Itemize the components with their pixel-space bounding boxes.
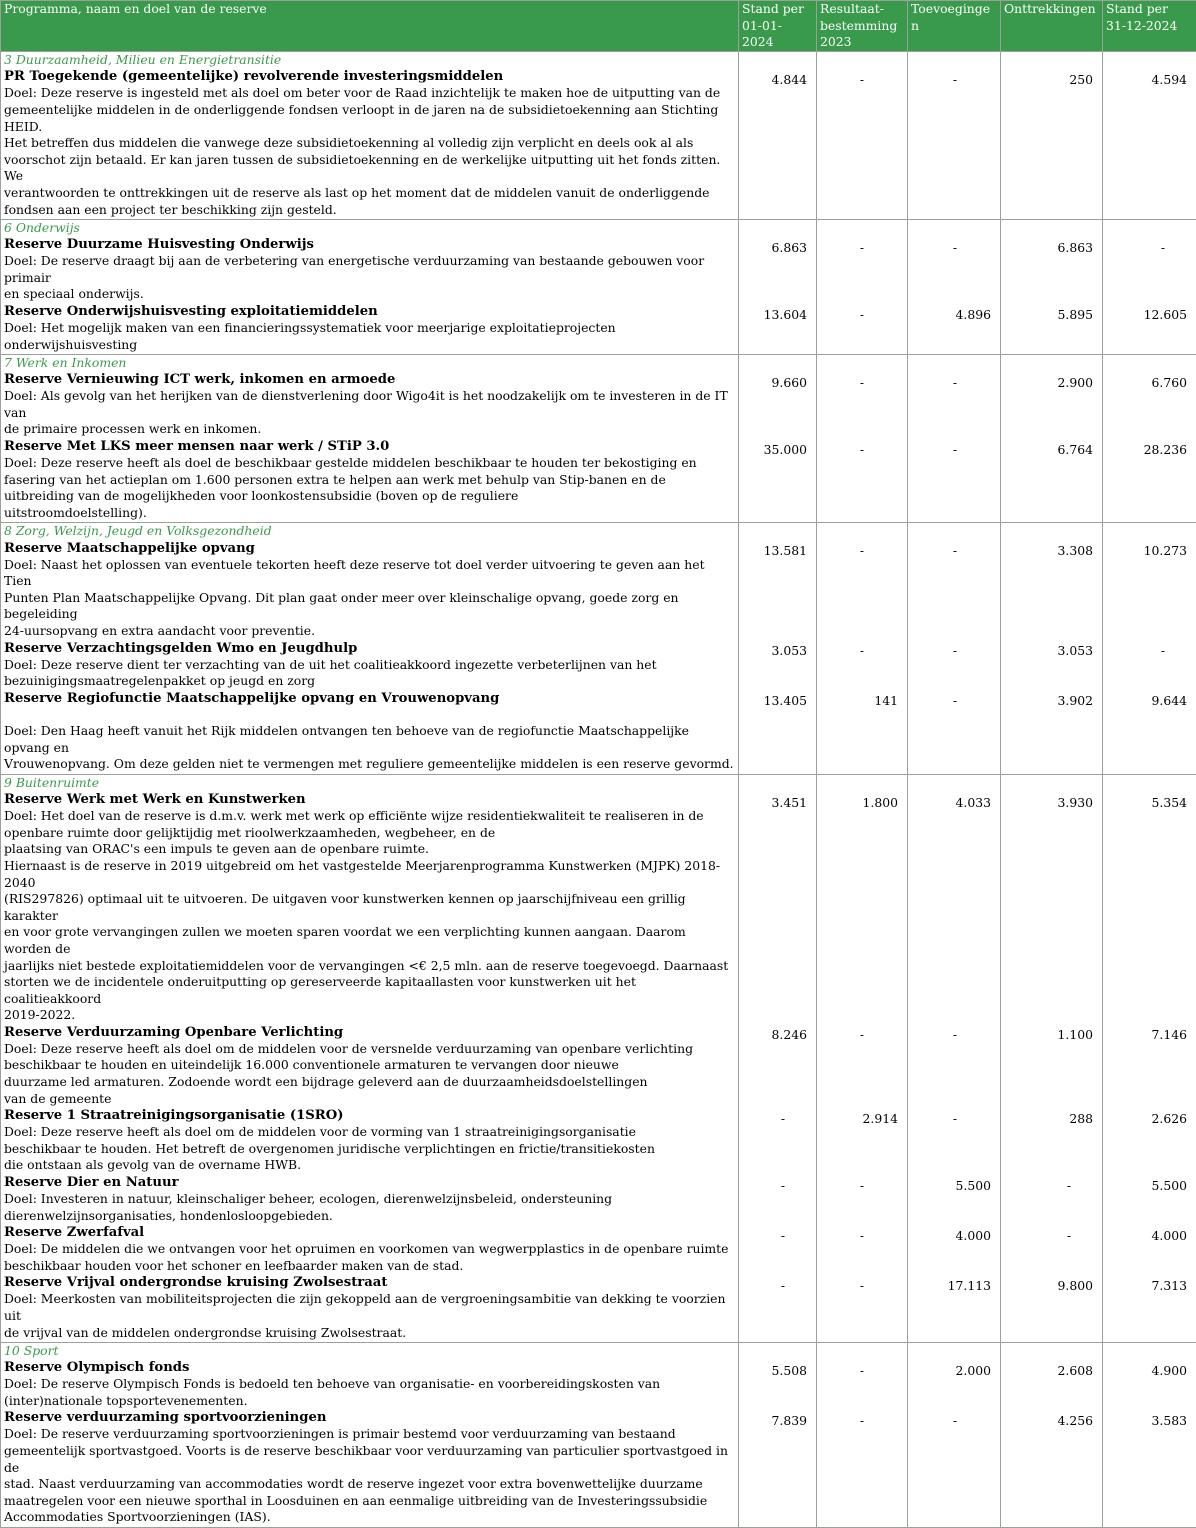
value-cell-stand-2024-start [739, 774, 817, 1342]
value-cell-toevoegingen [908, 774, 1001, 1342]
reserve-title: PR Toegekende (gemeentelijke) revolverende investeringsmiddelen [4, 68, 735, 85]
reserve-value: 3.053 [742, 643, 813, 690]
reserve-value: 9.644 [1106, 693, 1193, 773]
reserve-value: - [820, 1228, 904, 1275]
description-line: verantwoorden te onttrekkingen uit de reserve als last op het moment dat de middelen vanuit de onderliggende [4, 185, 735, 202]
reserve-title: Reserve Vrijval ondergrondse kruising Zwolsestraat [4, 1274, 735, 1291]
reserve-value: 3.930 [1004, 795, 1099, 1025]
program-heading: 9 Buitenruimte [4, 775, 735, 792]
reserve-description [4, 85, 735, 218]
value-cell-toevoegingen [908, 51, 1001, 219]
description-line: en voor grote vervangingen zullen we moeten sparen voordat we een verplichting kunnen aangaan. Daarom worden de [4, 924, 735, 957]
reserve-value: - [820, 1278, 904, 1342]
description-line: duurzame led armaturen. Zodoende wordt een bijdrage geleverd aan de duurzaamheidsdoelstellingen [4, 1074, 735, 1091]
value-cell-resultaatbestemming-2023 [817, 219, 908, 354]
description-line: fondsen aan een project ter beschikking zijn gesteld. [4, 202, 735, 219]
description-line: Doel: De reserve verduurzaming sportvoorzieningen is primair bestemd voor verduurzaming van bestaand [4, 1426, 735, 1443]
value-cell-resultaatbestemming-2023 [817, 774, 908, 1342]
reserve-value: - [911, 375, 997, 439]
reserve-value: 35.000 [742, 442, 813, 522]
reserve-value: 12.605 [1106, 307, 1193, 354]
reserve-description [4, 1124, 735, 1174]
program-heading: 7 Werk en Inkomen [4, 355, 735, 372]
header-row [1, 1, 1196, 52]
reserve-entry [4, 1174, 735, 1224]
reserve-value: - [742, 1228, 813, 1275]
reserve-value: 13.604 [742, 307, 813, 354]
reserve-title: Reserve Vernieuwing ICT werk, inkomen en armoede [4, 371, 735, 388]
reserve-value: 6.863 [1004, 240, 1099, 304]
reserve-value: 5.500 [1106, 1178, 1193, 1225]
reserve-value: 4.844 [742, 72, 813, 219]
column-header-line: 31-12-2024 [1106, 18, 1193, 35]
description-line: Doel: Deze reserve heeft als doel de beschikbaar gestelde middelen beschikbaar te houden ter bekostiging en [4, 455, 735, 472]
column-header [1, 1, 739, 52]
description-line: Accommodaties Sportvoorzieningen (IAS). [4, 1509, 735, 1526]
reserve-value: 4.000 [1106, 1228, 1193, 1275]
reserve-value: 4.896 [911, 307, 997, 354]
reserve-value: 5.508 [742, 1363, 813, 1410]
value-cell-stand-2024-end [1103, 522, 1196, 774]
description-line: gemeentelijke middelen in de onderliggende fondsen verloopt in de jaren na de subsidietoekenning aan Stichting HEID. [4, 102, 735, 135]
reserve-description [4, 1376, 735, 1409]
value-cell-resultaatbestemming-2023 [817, 354, 908, 522]
description-line: de vrijval van de middelen ondergrondse kruising Zwolsestraat. [4, 1325, 735, 1342]
column-header-line: Programma, naam en doel van de reserve [4, 1, 735, 18]
reserve-description [4, 707, 735, 773]
value-cell-resultaatbestemming-2023 [817, 1342, 908, 1527]
value-cell-onttrekkingen [1001, 1342, 1103, 1527]
reserve-description [4, 657, 735, 690]
reserve-value: - [820, 1178, 904, 1225]
description-line: beschikbaar te houden en uiteindelijk 16.000 conventionele armaturen te vervangen door nieuwe [4, 1057, 735, 1074]
description-line: Doel: Als gevolg van het herijken van de dienstverlening door Wigo4it is het noodzakelijk om te investeren in de IT van [4, 388, 735, 421]
reserve-value: 3.583 [1106, 1413, 1193, 1527]
description-line: Doel: Deze reserve heeft als doel om de middelen voor de vorming van 1 straatreinigingsorganisatie [4, 1124, 735, 1141]
reserve-value: 13.581 [742, 543, 813, 640]
value-cell-stand-2024-start [739, 522, 817, 774]
reserve-value: 4.033 [911, 795, 997, 1025]
reserve-description [4, 388, 735, 438]
description-line: openbare ruimte door gelijktijdig met rioolwerkzaamheden, wegbeheer, en de [4, 825, 735, 842]
reserve-value: 8.246 [742, 1027, 813, 1107]
description-line: Vrouwenopvang. Om deze gelden niet te vermengen met reguliere gemeentelijke middelen is een reserve gevormd. [4, 756, 735, 773]
reserve-description [4, 1241, 735, 1274]
description-line: uitstroomdoelstelling). [4, 505, 735, 522]
column-header [1001, 1, 1103, 52]
reserve-value: - [911, 1111, 997, 1175]
reserve-value: - [820, 307, 904, 354]
value-cell-resultaatbestemming-2023 [817, 522, 908, 774]
program-heading: 3 Duurzaamheid, Milieu en Energietransitie [4, 52, 735, 69]
reserve-value: 10.273 [1106, 543, 1193, 640]
reserve-value: 2.900 [1004, 375, 1099, 439]
reserve-entry [4, 68, 735, 218]
description-line: Doel: De middelen die we ontvangen voor het opruimen en voorkomen van wegwerpplastics in de openbare ruimte [4, 1241, 735, 1258]
reserve-value: 3.053 [1004, 643, 1099, 690]
reserve-value: 6.863 [742, 240, 813, 304]
reserve-value: - [820, 1027, 904, 1107]
description-line: Punten Plan Maatschappelijke Opvang. Dit plan gaat onder meer over kleinschalige opvang, goede zorg en begeleiding [4, 590, 735, 623]
reserve-entry [4, 371, 735, 438]
reserve-value: 6.764 [1004, 442, 1099, 522]
description-line: onderwijshuisvesting [4, 337, 735, 354]
reserve-value: 5.500 [911, 1178, 997, 1225]
reserve-value: - [820, 240, 904, 304]
reserve-value: - [911, 442, 997, 522]
reserve-title: Reserve Verduurzaming Openbare Verlichting [4, 1024, 735, 1041]
program-heading: 8 Zorg, Welzijn, Jeugd en Volksgezondheid [4, 523, 735, 540]
reserve-value: - [742, 1278, 813, 1342]
description-line: stad. Naast verduurzaming van accommodaties wordt de reserve ingezet voor extra bovenwettelijke duurzame [4, 1476, 735, 1493]
reserve-value: 288 [1004, 1111, 1099, 1175]
description-line: beschikbaar houden voor het schoner en leefbaarder maken van de stad. [4, 1258, 735, 1275]
description-line: Doel: De reserve draagt bij aan de verbetering van energetische verduurzaming van bestaande gebouwen voor primair [4, 253, 735, 286]
value-cell-stand-2024-start [739, 1342, 817, 1527]
reserve-title: Reserve Werk met Werk en Kunstwerken [4, 791, 735, 808]
description-line: de primaire processen werk en inkomen. [4, 421, 735, 438]
reserve-title: Reserve Olympisch fonds [4, 1359, 735, 1376]
reserve-entry [4, 540, 735, 640]
description-line: Doel: Deze reserve heeft als doel om de middelen voor de versnelde verduurzaming van openbare verlichting [4, 1041, 735, 1058]
value-cell-onttrekkingen [1001, 51, 1103, 219]
reserve-entry [4, 690, 735, 773]
reserve-value: - [911, 693, 997, 773]
column-header [817, 1, 908, 52]
description-line: (inter)nationale topsportevenementen. [4, 1393, 735, 1410]
reserve-description [4, 1291, 735, 1341]
program-section [1, 774, 1196, 1342]
description-line: beschikbaar te houden. Het betreft de overgenomen juridische verplichtingen en frictie/transitiekosten [4, 1141, 735, 1158]
reserve-value: 13.405 [742, 693, 813, 773]
column-header-line: Toevoeginge [911, 1, 997, 18]
description-line: 24-uursopvang en extra aandacht voor preventie. [4, 623, 735, 640]
reserve-value: 7.146 [1106, 1027, 1193, 1107]
column-header-line: Stand per [1106, 1, 1193, 18]
reserve-entry [4, 236, 735, 303]
description-line: Doel: De reserve Olympisch Fonds is bedoeld ten behoeve van organisatie- en voorbereidingskosten van [4, 1376, 735, 1393]
description-line: storten we de incidentele onderuitputting op gereserveerde kapitaallasten voor kunstwerken uit het coalitieakkoord [4, 974, 735, 1007]
reserve-title: Reserve Verzachtingsgelden Wmo en Jeugdhulp [4, 640, 735, 657]
value-cell-toevoegingen [908, 522, 1001, 774]
reserve-value: 5.354 [1106, 795, 1193, 1025]
description-line: Doel: Investeren in natuur, kleinschaliger beheer, ecologen, dierenwelzijnsbeleid, ondersteuning [4, 1191, 735, 1208]
value-cell-stand-2024-end [1103, 51, 1196, 219]
program-heading: 6 Onderwijs [4, 220, 735, 237]
value-cell-toevoegingen [908, 1342, 1001, 1527]
reserve-description [4, 253, 735, 303]
reserve-value: - [742, 1178, 813, 1225]
reserve-title: Reserve 1 Straatreinigingsorganisatie (1SRO) [4, 1107, 735, 1124]
description-line: jaarlijks niet bestede exploitatiemiddelen voor de vervangingen <€ 2,5 mln. aan de reserve toegevoegd. Daarnaast [4, 958, 735, 975]
reserve-value: - [911, 643, 997, 690]
program-section [1, 354, 1196, 522]
reserve-value: 4.900 [1106, 1363, 1193, 1410]
reserve-entry [4, 1409, 735, 1526]
column-header [739, 1, 817, 52]
table-body [1, 51, 1196, 1527]
reserve-value: - [911, 240, 997, 304]
description-line: plaatsing van ORAC's een impuls te geven aan de openbare ruimte. [4, 841, 735, 858]
section-text-cell [1, 522, 739, 774]
reserve-title: Reserve Onderwijshuisvesting exploitatiemiddelen [4, 303, 735, 320]
reserve-value: 250 [1004, 72, 1099, 219]
value-cell-stand-2024-start [739, 51, 817, 219]
reserve-title: Reserve Duurzame Huisvesting Onderwijs [4, 236, 735, 253]
column-header-line: 2024 [742, 34, 813, 51]
program-heading: 10 Sport [4, 1343, 735, 1360]
reserve-value: 4.594 [1106, 72, 1193, 219]
value-cell-stand-2024-end [1103, 1342, 1196, 1527]
reserve-value: - [1106, 643, 1193, 690]
reserve-value: - [820, 543, 904, 640]
reserve-value: 2.914 [820, 1111, 904, 1175]
reserve-value: 1.800 [820, 795, 904, 1025]
description-line: van de gemeente [4, 1091, 735, 1108]
reserve-value: 7.313 [1106, 1278, 1193, 1342]
reserve-entry [4, 791, 735, 1024]
section-text-cell [1, 1342, 739, 1527]
program-section [1, 219, 1196, 354]
reserve-value: - [820, 375, 904, 439]
description-line: bezuinigingsmaatregelenpakket op jeugd en zorg [4, 673, 735, 690]
reserve-title: Reserve Dier en Natuur [4, 1174, 735, 1191]
value-cell-toevoegingen [908, 219, 1001, 354]
reserve-description [4, 1426, 735, 1526]
reserve-value: - [911, 1413, 997, 1527]
reserve-description [4, 1191, 735, 1224]
description-line: Hiernaast is de reserve in 2019 uitgebreid om het vastgestelde Meerjarenprogramma Kunstwerken (MJPK) 2018-2040 [4, 858, 735, 891]
description-line: fasering van het actieplan om 1.600 personen extra te helpen aan werk met behulp van Stip-banen en de [4, 472, 735, 489]
description-line: Doel: Deze reserve dient ter verzachting van de uit het coalitieakkoord ingezette verbeterlijnen van het [4, 657, 735, 674]
reserve-value: 17.113 [911, 1278, 997, 1342]
reserve-entry [4, 1274, 735, 1341]
value-cell-stand-2024-end [1103, 219, 1196, 354]
description-line: uitbreiding van de mogelijkheden voor loonkostensubsidie (boven op de reguliere [4, 488, 735, 505]
description-line: Doel: Meerkosten van mobiliteitsprojecten die zijn gekoppeld aan de vergroeningsambitie van dekking te voorzien uit [4, 1291, 735, 1324]
description-line: die ontstaan als gevolg van de overname HWB. [4, 1157, 735, 1174]
column-header-line: Onttrekkingen [1004, 1, 1099, 18]
reserve-value: 2.626 [1106, 1111, 1193, 1175]
reserve-value: - [911, 72, 997, 219]
reserve-entry [4, 1024, 735, 1107]
reserve-description [4, 320, 735, 353]
reserve-value: - [911, 543, 997, 640]
reserve-title: Reserve Maatschappelijke opvang [4, 540, 735, 557]
value-cell-onttrekkingen [1001, 219, 1103, 354]
reserve-value: - [820, 1413, 904, 1527]
column-header-line: n [911, 18, 997, 35]
value-cell-stand-2024-start [739, 354, 817, 522]
reserve-value: 3.902 [1004, 693, 1099, 773]
reserve-value: 141 [820, 693, 904, 773]
reserve-value: - [820, 1363, 904, 1410]
description-line: Doel: Het mogelijk maken van een financieringssystematiek voor meerjarige exploitatieprojecten [4, 320, 735, 337]
description-line: 2019-2022. [4, 1007, 735, 1024]
reserve-entry [4, 1107, 735, 1174]
value-cell-onttrekkingen [1001, 354, 1103, 522]
reserve-title: Reserve Met LKS meer mensen naar werk / STiP 3.0 [4, 438, 735, 455]
column-header-line: 01-01- [742, 18, 813, 35]
value-cell-toevoegingen [908, 354, 1001, 522]
reserve-entry [4, 303, 735, 353]
value-cell-stand-2024-end [1103, 774, 1196, 1342]
program-section [1, 522, 1196, 774]
reserve-value: - [1106, 240, 1193, 304]
reserve-value: 9.800 [1004, 1278, 1099, 1342]
description-line: en speciaal onderwijs. [4, 286, 735, 303]
reserve-description [4, 808, 735, 1024]
reserve-description [4, 455, 735, 521]
value-cell-stand-2024-end [1103, 354, 1196, 522]
column-header-line: Stand per [742, 1, 813, 18]
description-line [4, 707, 735, 724]
reserve-value: 2.000 [911, 1363, 997, 1410]
reserve-value: 4.000 [911, 1228, 997, 1275]
description-line: Doel: Deze reserve is ingesteld met als doel om beter voor de Raad inzichtelijk te maken hoe de uitputting van de [4, 85, 735, 102]
description-line: Het betreffen dus middelen die vanwege deze subsidietoekenning al volledig zijn verplicht en deels ook al als [4, 135, 735, 152]
reserve-value: - [820, 72, 904, 219]
reserve-value: 3.451 [742, 795, 813, 1025]
description-line: gemeentelijk sportvastgoed. Voorts is de reserve beschikbaar voor verduurzaming van particulier sportvastgoed in de [4, 1443, 735, 1476]
reserve-value: 1.100 [1004, 1027, 1099, 1107]
reserve-value: 3.308 [1004, 543, 1099, 640]
reserve-title: Reserve verduurzaming sportvoorzieningen [4, 1409, 735, 1426]
reserve-description [4, 557, 735, 640]
description-line: (RIS297826) optimaal uit te uitvoeren. De uitgaven voor kunstwerken kennen op jaarschijfniveau een grillig karakter [4, 891, 735, 924]
section-text-cell [1, 51, 739, 219]
reserve-value: - [1004, 1228, 1099, 1275]
section-text-cell [1, 219, 739, 354]
reserve-value: - [911, 1027, 997, 1107]
reserve-description [4, 1041, 735, 1107]
section-text-cell [1, 774, 739, 1342]
value-cell-stand-2024-start [739, 219, 817, 354]
value-cell-onttrekkingen [1001, 774, 1103, 1342]
reserve-entry [4, 1224, 735, 1274]
reserve-value: - [1004, 1178, 1099, 1225]
program-section [1, 51, 1196, 219]
reserve-title: Reserve Zwerfafval [4, 1224, 735, 1241]
reserve-value: - [742, 1111, 813, 1175]
reserve-value: - [820, 643, 904, 690]
reserve-value: 28.236 [1106, 442, 1193, 522]
reserve-value: 6.760 [1106, 375, 1193, 439]
column-header-line: bestemming [820, 18, 904, 35]
value-cell-onttrekkingen [1001, 522, 1103, 774]
description-line: Doel: Het doel van de reserve is d.m.v. werk met werk op efficiënte wijze residentiekwaliteit te realiseren in de [4, 808, 735, 825]
description-line: dierenwelzijnsorganisaties, hondenlosloopgebieden. [4, 1208, 735, 1225]
reserve-entry [4, 640, 735, 690]
description-line: Doel: Naast het oplossen van eventuele tekorten heeft deze reserve tot doel verder uitvoering te geven aan het Tien [4, 557, 735, 590]
reserve-value: 5.895 [1004, 307, 1099, 354]
reserve-entry [4, 438, 735, 521]
reserve-title: Reserve Regiofunctie Maatschappelijke opvang en Vrouwenopvang [4, 690, 735, 707]
description-line: voorschot zijn betaald. Er kan jaren tussen de subsidietoekenning en de werkelijke uitputting uit het fonds zitten. We [4, 152, 735, 185]
reserve-value: 4.256 [1004, 1413, 1099, 1527]
description-line: Doel: Den Haag heeft vanuit het Rijk middelen ontvangen ten behoeve van de regiofunctie Maatschappelijke opvang en [4, 723, 735, 756]
reserve-value: 7.839 [742, 1413, 813, 1527]
reserve-value: 9.660 [742, 375, 813, 439]
column-header [1103, 1, 1196, 52]
column-header [908, 1, 1001, 52]
description-line: maatregelen voor een nieuwe sporthal in Loosduinen en aan eenmalige uitbreiding van de Investeringssubsidie [4, 1493, 735, 1510]
reserve-value: 2.608 [1004, 1363, 1099, 1410]
reserve-value: - [820, 442, 904, 522]
value-cell-resultaatbestemming-2023 [817, 51, 908, 219]
column-header-line: 2023 [820, 34, 904, 51]
program-section [1, 1342, 1196, 1527]
column-header-line: Resultaat- [820, 1, 904, 18]
section-text-cell [1, 354, 739, 522]
